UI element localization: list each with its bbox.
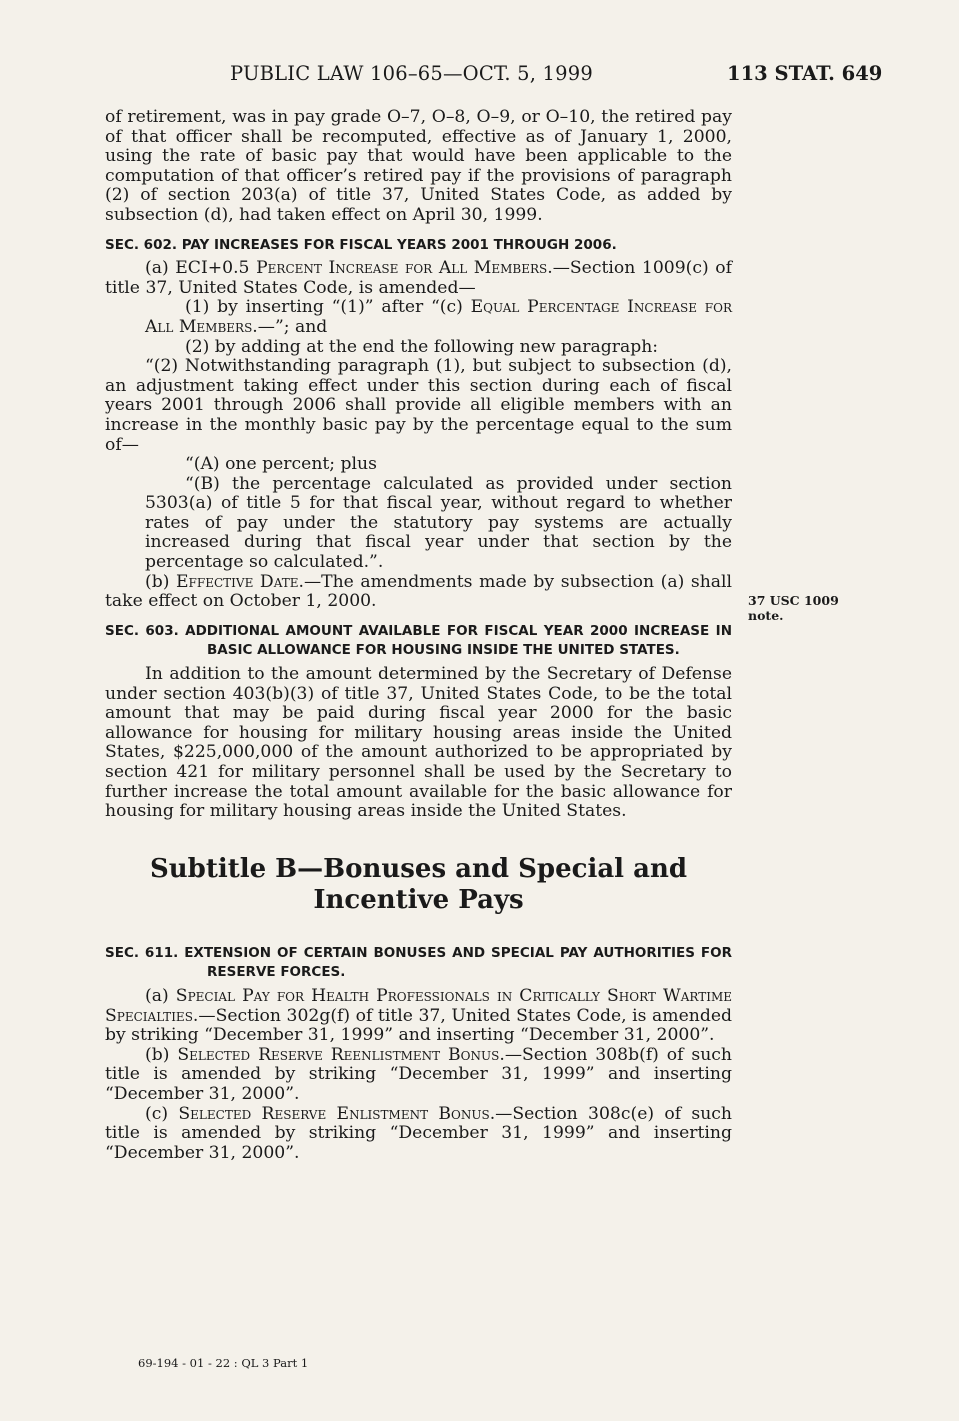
- page-number: 113 STAT. 649: [727, 62, 883, 85]
- sec611-subsection-c: [105, 1105, 732, 1164]
- section-603-heading: SEC. 603. ADDITIONAL AMOUNT AVAILABLE FOR FISCAL YEAR 2000 INCREASE IN BASIC ALLOWANCE FOR HOUSING INSIDE THE UNITED STATES.: [105, 622, 732, 659]
- sec611-a-text: .—Section 302g(f) of title 37, United States Code, is amended by striking “December 31, 1999” and inserting “December 31, 2000”.: [105, 1005, 732, 1046]
- sec602-p1-post: .—”; and: [252, 316, 328, 337]
- sec611-c-label: (c): [145, 1103, 169, 1124]
- sec602-b-label: (b): [145, 571, 170, 592]
- margin-note: [748, 593, 839, 623]
- sec611-a-caption: Special Pay for Health Professionals in Critically Short Wartime Specialties: [105, 985, 732, 1026]
- sec611-b-text: .—Section 308b(f) of such title is amended by striking “December 31, 1999” and inserting “December 31, 2000”.: [105, 1044, 733, 1104]
- sec602-b-caption: Effective Date: [176, 571, 299, 592]
- margin-note-label: note.: [748, 608, 784, 623]
- sec602-paragraph-1: [105, 298, 732, 337]
- sec602-p1-caption: Equal Percentage Increase for All Members: [145, 297, 732, 337]
- sec611-subsection-a: [105, 987, 732, 1046]
- continuation-paragraph: of retirement, was in pay grade O–7, O–8, O–9, or O–10, the retired pay of that officer shall be recomputed, effective as of January 1, 2000, using the rate of basic pay that would have been applicable to the computation of that officer’s retired pay if the provisions of paragraph (2) of section 203(a) of title 37, United States Code, as added by subsection (d), had taken effect on April 30, 1999.: [105, 107, 732, 225]
- sec602-a-caption: Percent Increase for All Members: [256, 258, 548, 279]
- sec602-p1-pre: (1) by inserting “(1)” after “(c): [185, 297, 463, 318]
- subtitle-b-heading: Subtitle B—Bonuses and Special and Incentive Pays: [149, 853, 688, 915]
- sec602-paragraph-2: (2) by adding at the end the following new paragraph:: [185, 336, 659, 357]
- sec602-subsection-b: [105, 573, 732, 612]
- sec602-quoted-a: “(A) one percent; plus: [185, 454, 377, 475]
- sec611-b-label: (b): [145, 1044, 170, 1065]
- sec611-c-text: .—Section 308c(e) of such title is amended by striking “December 31, 1999” and inserting “December 31, 2000”.: [105, 1103, 732, 1163]
- footer-job-number: 69-194 - 01 - 22 : QL 3 Part 1: [138, 1356, 309, 1370]
- sec602-b-text: .—The amendments made by subsection (a) shall take effect on October 1, 2000.: [105, 571, 732, 612]
- section-611-heading: SEC. 611. EXTENSION OF CERTAIN BONUSES AND SPECIAL PAY AUTHORITIES FOR RESERVE FORCES.: [105, 944, 732, 981]
- sec611-subsection-b: [105, 1046, 732, 1105]
- sec603-text: In addition to the amount determined by the Secretary of Defense under section 403(b)(3) of title 37, United States Code, to be the total amount that may be paid during fiscal year 2000 for the basic allowance for housing for military housing areas inside the United States, $225,000,000 of the amount authorized to be appropriated by section 421 for military personnel shall be used by the Secretary to further increase the total amount available for the basic allowance for housing for military housing areas inside the United States.: [105, 664, 732, 822]
- margin-note-citation: 37 USC 1009: [748, 593, 839, 608]
- sec611-a-label: (a): [145, 985, 169, 1006]
- section-602-heading: SEC. 602. PAY INCREASES FOR FISCAL YEARS 2001 THROUGH 2006.: [105, 236, 617, 253]
- body-text: [105, 108, 732, 1163]
- running-header-title: PUBLIC LAW 106–65—OCT. 5, 1999: [230, 62, 593, 85]
- sec602-a-label: (a) ECI+0.5: [145, 258, 250, 279]
- sec602-quoted-paragraph: “(2) Notwithstanding paragraph (1), but subject to subsection (d), an adjustment taking effect under this section during each of fiscal years 2001 through 2006 shall provide all eligible members with an increase in the monthly basic pay by the percentage equal to the sum of—: [105, 356, 732, 455]
- sec602-quoted-b: “(B) the percentage calculated as provided under section 5303(a) of title 5 for that fiscal year, without regard to whether rates of pay under the statutory pay systems are actually increased during that fiscal year under that section by the percentage so calculated.”.: [145, 473, 732, 573]
- sec602-subsection-a: [105, 259, 732, 298]
- sec602-a-text: .—Section 1009(c) of title 37, United States Code, is amended—: [105, 258, 732, 298]
- sec611-b-caption: Selected Reserve Reenlistment Bonus: [177, 1044, 500, 1065]
- sec611-c-caption: Selected Reserve Enlistment Bonus: [178, 1103, 490, 1124]
